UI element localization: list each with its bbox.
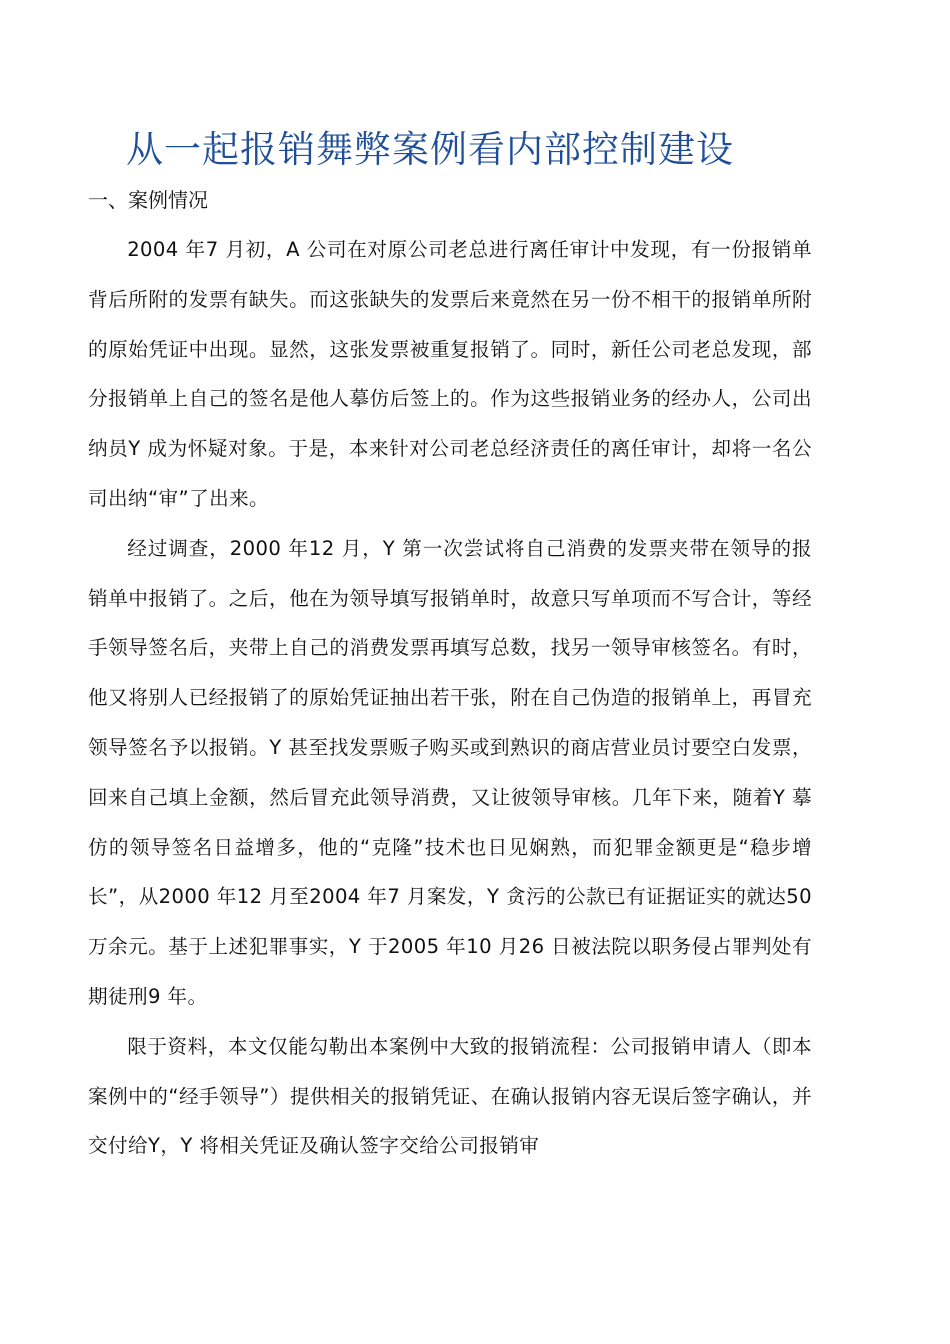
- paragraph-discovery: 2004 年7 月初，A 公司在对原公司老总进行离任审计中发现，有一份报销单背后所附的发票有缺失。而这张缺失的发票后来竟然在另一份不相干的报销单所附的原始凭证中出现。显然，这张发票被重复报销了。同时，新任公司老总发现，部分报销单上自己的签名是他人摹仿后签上的。作为这些报销业务的经办人，公司出纳员Y 成为怀疑对象。于是，本来针对公司老总经济责任的离任审计，却将一名公司出纳“审”了出来。: [88, 238, 812, 510]
- paragraph-investigation: 经过调查，2000 年12 月，Y 第一次尝试将自己消费的发票夹带在领导的报销单中报销了。之后，他在为领导填写报销单时，故意只写单项而不写合计，等经手领导签名后，夹带上自己的消费发票再填写总数，找另一领导审核签名。有时，他又将别人已经报销了的原始凭证抽出若干张，附在自己伪造的报销单上，再冒充领导签名予以报销。Y 甚至找发票贩子购买或到熟识的商店营业员讨要空白发票，回来自己填上金额，然后冒充此领导消费，又让彼领导审核。几年下来，随着Y 摹仿的领导签名日益增多，他的“克隆”技术也日见娴熟，而犯罪金额更是“稳步增长”，从2000 年12 月至2004 年7 月案发，Y 贪污的公款已有证据证实的就达50 万余元。基于上述犯罪事实，Y 于2005 年10 月26 日被法院以职务侵占罪判处有期徒刑9 年。: [88, 536, 812, 1008]
- document-body: [88, 225, 812, 1171]
- section-heading: 一、案例情况: [88, 188, 208, 212]
- document-title: 从一起报销舞弊案例看内部控制建设: [126, 128, 734, 171]
- paragraph-process: 限于资料，本文仅能勾勒出本案例中大致的报销流程：公司报销申请人（即本案例中的“经手领导”）提供相关的报销凭证、在确认报销内容无误后签字确认，并交付给Y，Y 将相关凭证及确认签字交给公司报销审: [88, 1034, 812, 1158]
